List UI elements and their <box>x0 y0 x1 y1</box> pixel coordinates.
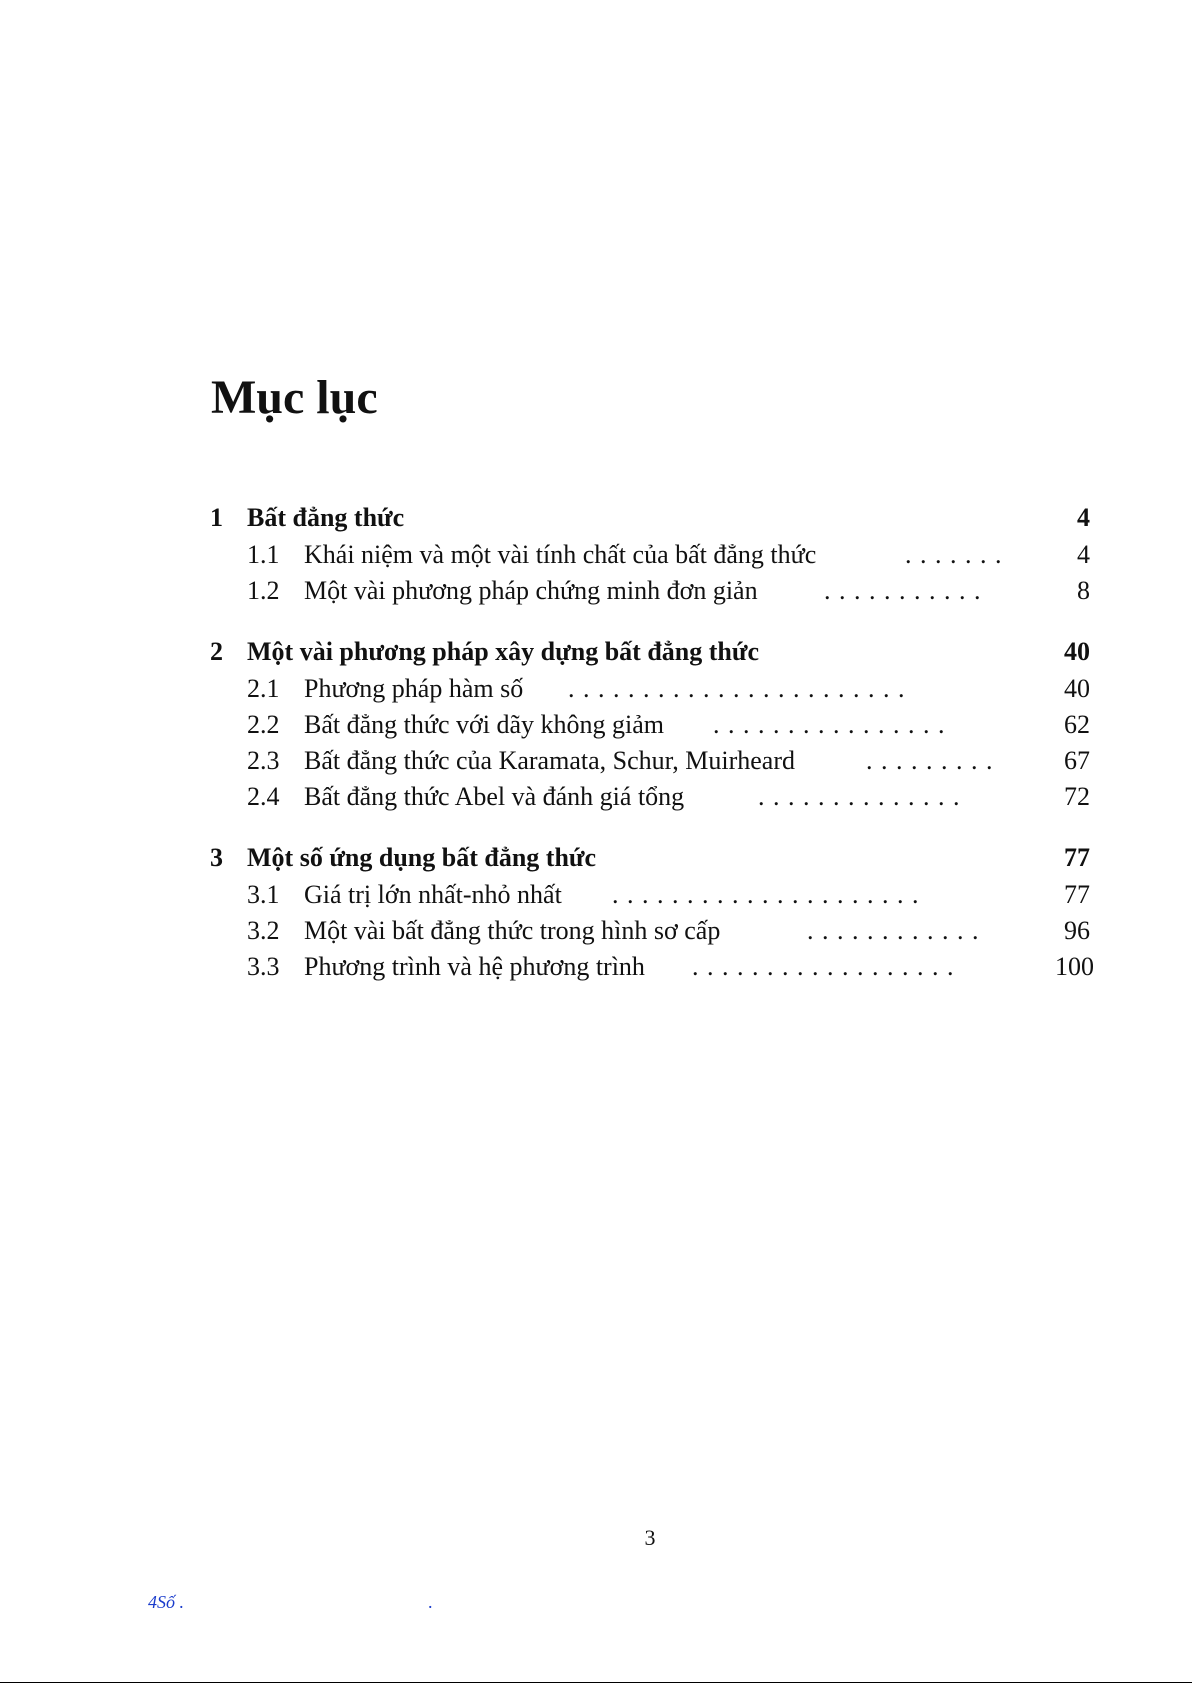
dot-leader: . . . . . . . . . . . . . . <box>758 782 961 811</box>
toc-chapter-2[interactable] <box>0 636 1192 668</box>
section-page: 8 <box>1077 576 1090 605</box>
section-title: Phương pháp hàm số <box>304 674 524 703</box>
chapter-page: 77 <box>1064 843 1090 872</box>
footer-dot: . <box>428 1592 433 1612</box>
chapter-page: 40 <box>1064 637 1090 666</box>
section-page: 72 <box>1064 782 1090 811</box>
toc-section-3-1[interactable] <box>0 879 1192 911</box>
section-page: 67 <box>1064 746 1090 775</box>
chapter-number: 2 <box>210 637 223 666</box>
toc-section-2-2[interactable] <box>0 709 1192 741</box>
toc-section-1-2[interactable] <box>0 575 1192 607</box>
section-number: 2.3 <box>247 746 280 775</box>
section-number: 2.4 <box>247 782 280 811</box>
section-title: Một vài phương pháp chứng minh đơn giản <box>304 576 758 605</box>
dot-leader: . . . . . . . . . . . <box>824 576 982 605</box>
section-page: 4 <box>1077 540 1090 569</box>
chapter-title: Một vài phương pháp xây dựng bất đẳng thức <box>247 637 760 666</box>
section-page: 96 <box>1064 916 1090 945</box>
dot-leader: . . . . . . . . . . . . . . . . . . . . . <box>612 880 920 909</box>
toc-section-2-3[interactable] <box>0 745 1192 777</box>
dot-leader: . . . . . . . . . . . . . . . . <box>713 710 946 739</box>
section-title: Giá trị lớn nhất-nhỏ nhất <box>304 880 562 909</box>
chapter-number: 3 <box>210 843 223 872</box>
chapter-title: Một số ứng dụng bất đẳng thức <box>247 843 597 872</box>
chapter-number: 1 <box>210 503 223 532</box>
section-page: 77 <box>1064 880 1090 909</box>
toc-section-3-2[interactable] <box>0 915 1192 947</box>
page-title: Mục lục <box>211 371 378 425</box>
section-number: 3.3 <box>247 952 280 981</box>
section-number: 1.2 <box>247 576 280 605</box>
chapter-page: 4 <box>1077 503 1090 532</box>
section-title: Khái niệm và một vài tính chất của bất đẳng thức <box>304 540 817 569</box>
bottom-rule <box>0 1682 1192 1683</box>
toc-section-3-3[interactable] <box>0 951 1192 983</box>
toc-section-2-1[interactable] <box>0 673 1192 705</box>
toc-section-1-1[interactable] <box>0 539 1192 571</box>
section-number: 2.1 <box>247 674 280 703</box>
dot-leader: . . . . . . . . . . . . . . . . . . . . . . . <box>568 674 906 703</box>
section-number: 2.2 <box>247 710 280 739</box>
section-title: Bất đẳng thức với dãy không giảm <box>304 710 665 739</box>
dot-leader: . . . . . . . <box>905 540 1003 569</box>
toc-chapter-1[interactable] <box>0 502 1192 534</box>
dot-leader: . . . . . . . . . . . . <box>807 916 980 945</box>
section-title: Bất đẳng thức của Karamata, Schur, Muirheard <box>304 746 795 775</box>
page-number: 3 <box>644 1525 656 1550</box>
section-number: 3.2 <box>247 916 280 945</box>
footer-text: 4Số . <box>148 1592 184 1612</box>
toc-section-2-4[interactable] <box>0 781 1192 813</box>
dot-leader: . . . . . . . . . <box>866 746 994 775</box>
section-title: Bất đẳng thức Abel và đánh giá tổng <box>304 782 685 811</box>
section-page: 62 <box>1064 710 1090 739</box>
chapter-title: Bất đẳng thức <box>247 503 405 532</box>
section-page: 40 <box>1064 674 1090 703</box>
toc-chapter-3[interactable] <box>0 842 1192 874</box>
section-number: 3.1 <box>247 880 280 909</box>
section-title: Phương trình và hệ phương trình <box>304 952 645 981</box>
section-number: 1.1 <box>247 540 280 569</box>
dot-leader: . . . . . . . . . . . . . . . . . . <box>692 952 955 981</box>
section-title: Một vài bất đẳng thức trong hình sơ cấp <box>304 916 721 945</box>
section-page: 100 <box>1055 952 1094 981</box>
